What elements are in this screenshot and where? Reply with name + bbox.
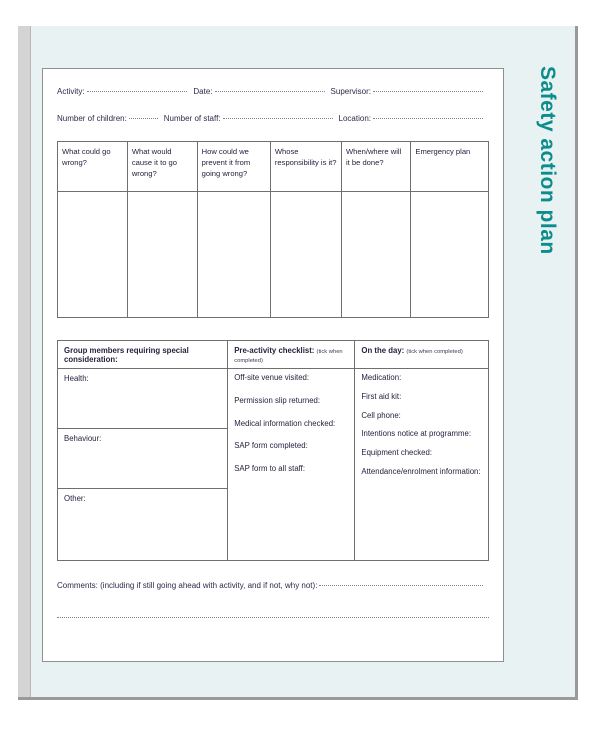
risk-header-what-could-go-wrong: What could go wrong? — [58, 142, 128, 192]
on-the-day-item[interactable]: Attendance/enrolment information: — [361, 466, 481, 476]
on-the-day-item[interactable]: Medication: — [361, 373, 402, 382]
comments-label: Comments: (including if still going ahead with activity, and if not, why not): — [57, 581, 318, 590]
risk-cell-whose-responsibility[interactable] — [270, 192, 341, 318]
pre-activity-item[interactable]: Off-site venue visited: — [234, 373, 310, 382]
header-field-row-2 — [57, 114, 489, 123]
checklist-header-on-the-day-text: On the day: — [361, 346, 405, 355]
risk-cell-emergency-plan[interactable] — [411, 192, 489, 318]
checklist-header-on-the-day-note: (tick when completed) — [406, 349, 463, 355]
comments-row — [57, 581, 489, 590]
page-title-vertical: Safety action plan — [536, 66, 559, 255]
risk-table-header-row — [58, 142, 489, 192]
on-the-day-item[interactable]: First aid kit: — [361, 391, 402, 401]
page-spine-binding — [18, 26, 31, 697]
on-the-day-item[interactable]: Intentions notice at programme: — [361, 429, 472, 439]
risk-assessment-table — [57, 141, 489, 318]
header-field-row-1 — [57, 87, 489, 96]
category-cell-behaviour[interactable]: Behaviour: — [58, 429, 228, 489]
risk-header-how-prevent: How could we prevent it from going wrong? — [197, 142, 270, 192]
checklist-body-row-health — [58, 369, 489, 429]
checklist-header-pre-activity — [228, 341, 355, 369]
risk-table-entry-row — [58, 192, 489, 318]
checklist-header-pre-activity-text: Pre-activity checklist: — [234, 346, 315, 355]
risk-cell-what-could-go-wrong[interactable] — [58, 192, 128, 318]
risk-cell-what-would-cause[interactable] — [127, 192, 197, 318]
risk-header-whose-responsibility: Whose responsibility is it? — [270, 142, 341, 192]
checklist-header-on-the-day — [355, 341, 489, 369]
activity-input[interactable] — [87, 90, 188, 92]
comments-input-line-2[interactable] — [57, 616, 489, 618]
risk-header-what-would-cause: What would cause it to go wrong? — [127, 142, 197, 192]
pre-activity-item[interactable]: SAP form to all staff: — [234, 464, 306, 474]
checklist-header-row — [58, 341, 489, 369]
location-label: Location: — [338, 114, 371, 123]
location-input[interactable] — [373, 117, 483, 119]
pre-activity-item[interactable]: Permission slip returned: — [234, 395, 321, 405]
comments-input-line-1[interactable] — [319, 584, 483, 586]
checklist-header-group-members-text: Group members requiring special consideration: — [64, 346, 189, 364]
checklist-header-pre-activity-note: (tick when completed) — [234, 349, 343, 364]
on-the-day-checklist-cell — [355, 369, 489, 561]
checklist-header-group-members — [58, 341, 228, 369]
number-of-children-input[interactable] — [129, 117, 158, 119]
form-card — [42, 68, 504, 662]
number-of-staff-input[interactable] — [223, 117, 333, 119]
on-the-day-item[interactable]: Equipment checked: — [361, 448, 433, 458]
number-of-children-label: Number of children: — [57, 114, 127, 123]
category-cell-health[interactable]: Health: — [58, 369, 228, 429]
pre-activity-item[interactable]: SAP form completed: — [234, 441, 308, 451]
comments-block — [57, 581, 489, 618]
supervisor-input[interactable] — [373, 90, 483, 92]
activity-label: Activity: — [57, 87, 85, 96]
number-of-staff-label: Number of staff: — [163, 114, 221, 123]
risk-cell-when-where[interactable] — [342, 192, 411, 318]
risk-cell-how-prevent[interactable] — [197, 192, 270, 318]
date-input[interactable] — [215, 90, 325, 92]
pre-activity-item[interactable]: Medical information checked: — [234, 418, 336, 428]
risk-header-when-where: When/where will it be done? — [342, 142, 411, 192]
pre-activity-checklist-cell — [228, 369, 355, 561]
category-cell-other[interactable]: Other: — [58, 489, 228, 561]
supervisor-label: Supervisor: — [330, 87, 371, 96]
risk-header-emergency-plan: Emergency plan — [411, 142, 489, 192]
date-label: Date: — [193, 87, 213, 96]
page-sheet — [18, 26, 578, 700]
on-the-day-item[interactable]: Cell phone: — [361, 410, 401, 420]
checklist-table — [57, 340, 489, 561]
